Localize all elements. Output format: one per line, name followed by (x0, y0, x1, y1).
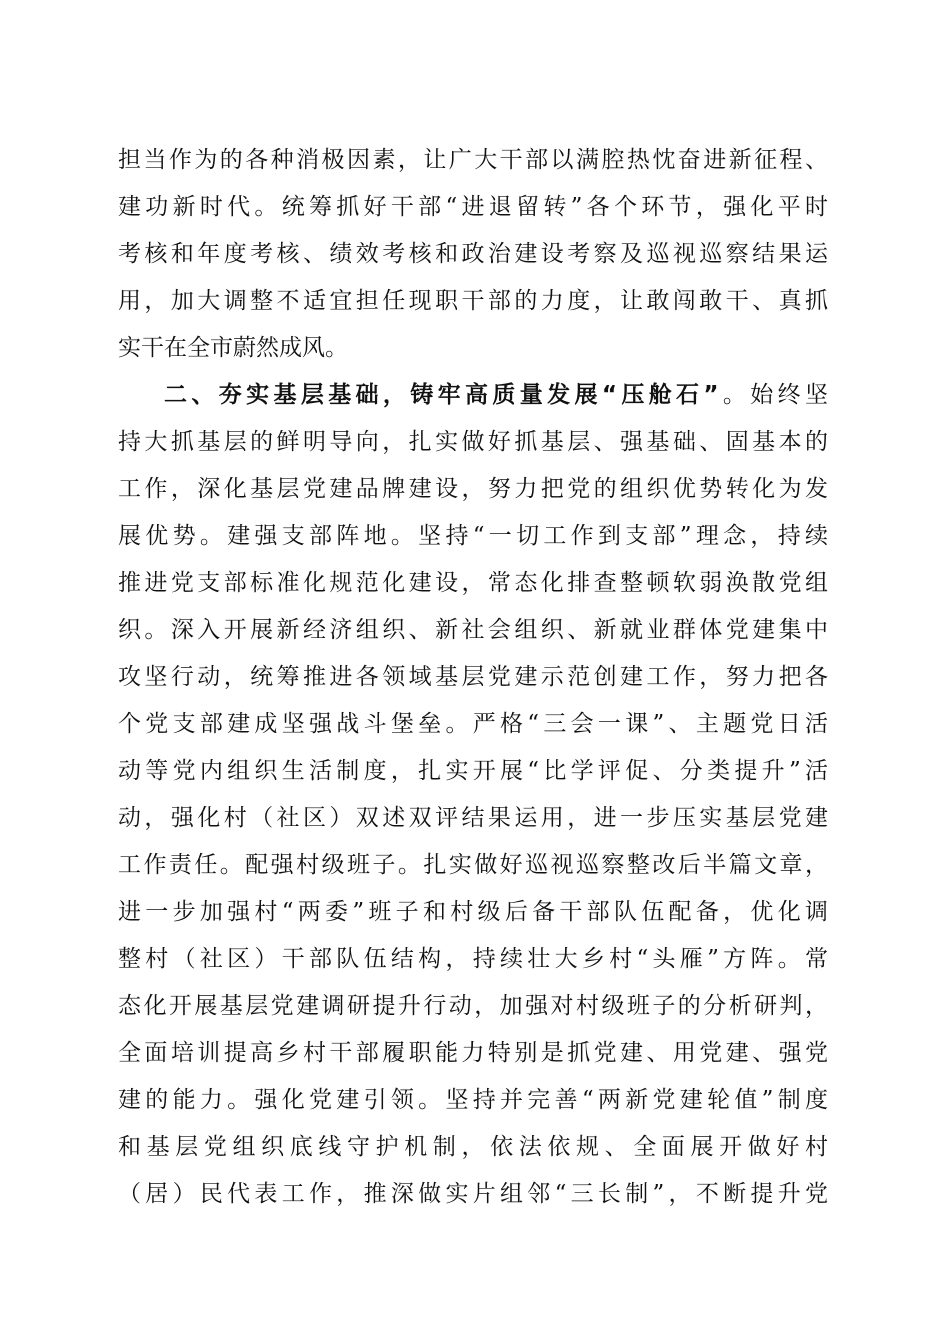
text-line: （居）民代表工作，推深做实片组邻“三长制”，不断提升党 (118, 1181, 828, 1207)
text-line: 个党支部建成坚强战斗堡垒。严格“三会一课”、主题党日活 (118, 711, 828, 737)
text-line: 动等党内组织生活制度，扎实开展“比学评促、分类提升”活 (118, 758, 828, 784)
text-line: 工作，深化基层党建品牌建设，努力把党的组织优势转化为发 (118, 476, 828, 502)
text-line: 建的能力。强化党建引领。坚持并完善“两新党建轮值”制度 (118, 1087, 828, 1113)
text-line: 展优势。建强支部阵地。坚持“一切工作到支部”理念，持续 (118, 523, 828, 549)
text-line: 考核和年度考核、绩效考核和政治建设考察及巡视巡察结果运 (118, 241, 828, 267)
heading-line-rest: 。始终坚 (718, 382, 829, 408)
text-line: 动，强化村（社区）双述双评结果运用，进一步压实基层党建 (118, 805, 828, 831)
text-line: 整村（社区）干部队伍结构，持续壮大乡村“头雁”方阵。常 (118, 946, 828, 972)
section-heading: 二、夯实基层基础，铸牢高质量发展“压舱石” (164, 382, 719, 408)
text-line: 进一步加强村“两委”班子和村级后备干部队伍配备，优化调 (118, 899, 828, 925)
section-heading-line (164, 375, 828, 415)
text-line: 用，加大调整不适宜担任现职干部的力度，让敢闯敢干、真抓 (118, 288, 828, 314)
text-line: 工作责任。配强村级班子。扎实做好巡视巡察整改后半篇文章， (118, 852, 828, 878)
text-line: 持大抓基层的鲜明导向，扎实做好抓基层、强基础、固基本的 (118, 429, 828, 455)
text-line: 推进党支部标准化规范化建设，常态化排查整顿软弱涣散党组 (118, 570, 828, 596)
text-line: 实干在全市蔚然成风。 (118, 335, 348, 361)
text-line: 态化开展基层党建调研提升行动，加强对村级班子的分析研判， (118, 993, 828, 1019)
text-line: 建功新时代。统筹抓好干部“进退留转”各个环节，强化平时 (118, 194, 828, 220)
text-line: 和基层党组织底线守护机制，依法依规、全面展开做好村 (118, 1134, 828, 1160)
text-line: 担当作为的各种消极因素，让广大干部以满腔热忱奋进新征程、 (118, 147, 828, 173)
text-line: 攻坚行动，统筹推进各领域基层党建示范创建工作，努力把各 (118, 664, 828, 690)
text-line: 全面培训提高乡村干部履职能力特别是抓党建、用党建、强党 (118, 1040, 828, 1066)
text-line: 织。深入开展新经济组织、新社会组织、新就业群体党建集中 (118, 617, 828, 643)
